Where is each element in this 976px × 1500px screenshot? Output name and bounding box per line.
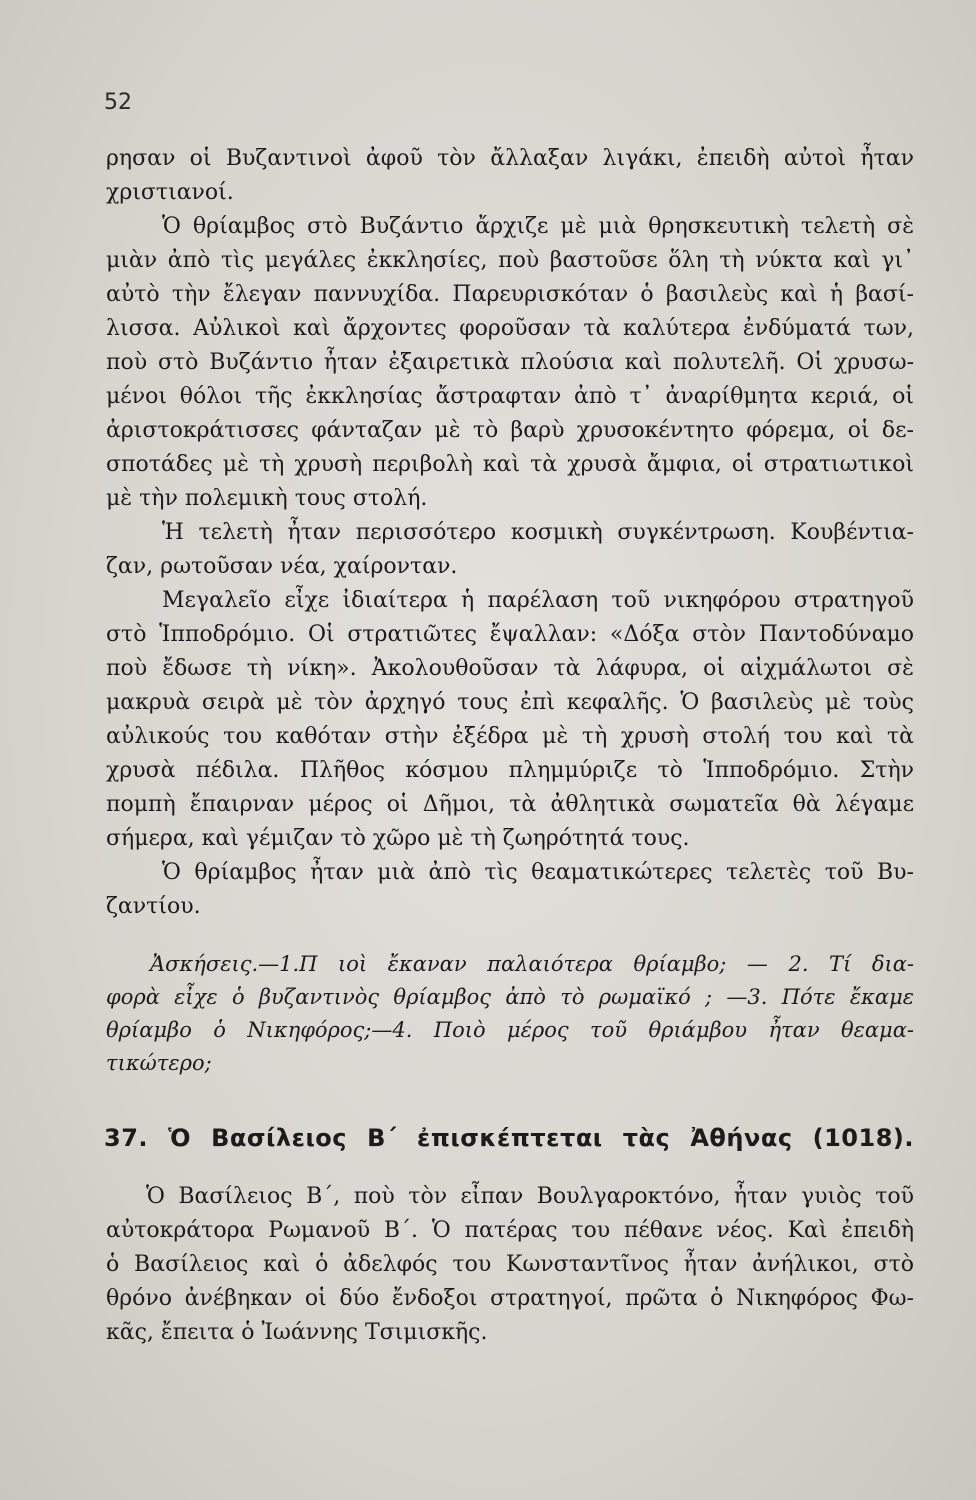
- exercises-block: [106, 948, 914, 1080]
- text-line: ποὺ στὸ Βυζάντιο ἦταν ἐξαιρετικὰ πλούσια καὶ πολυτελῆ. Οἱ χρυσω-: [106, 350, 914, 375]
- exercise-line: Ἀσκήσεις.—1.Π ιοὶ ἔκαναν παλαιότερα θρίαμβο; — 2. Τί δια-: [150, 952, 914, 976]
- text-line: αὐλικούς του καθόταν στὴν ἐξέδρα μὲ τὴ χρυσὴ στολή του καὶ τὰ: [106, 724, 914, 749]
- text-line: Ἡ τελετὴ ἦταν περισσότερο κοσμικὴ συγκέντρωση. Κουβέντια-: [162, 520, 914, 545]
- text-line: θρόνο ἀνέβηκαν οἱ δύο ἔνδοξοι στρατηγοί, πρῶτα ὁ Νικηφόρος Φω-: [106, 1286, 914, 1311]
- section-triumph-text: [106, 142, 914, 924]
- text-line: Μεγαλεῖο εἶχε ἰδιαίτερα ἡ παρέλαση τοῦ νικηφόρου στρατηγοῦ: [162, 588, 914, 613]
- text-line: αὐτοκράτορα Ρωμανοῦ Β΄. Ὁ πατέρας του πέθανε νέος. Καὶ ἐπειδὴ: [106, 1218, 914, 1243]
- text-line: Ὁ θρίαμβος ἦταν μιὰ ἀπὸ τὶς θεαματικώτερες τελετὲς τοῦ Βυ-: [162, 860, 914, 885]
- section-basil-text: [106, 1180, 914, 1350]
- text-line: ὁ Βασίλειος καὶ ὁ ἀδελφός του Κωνσταντῖνος ἦταν ἀνήλικοι, στὸ: [106, 1252, 914, 1277]
- text-line: μιὰν ἀπὸ τὶς μεγάλες ἐκκλησίες, ποὺ βαστοῦσε ὅλη τὴ νύκτα καὶ γι᾿: [106, 248, 914, 273]
- text-line: Ὁ θρίαμβος στὸ Βυζάντιο ἄρχιζε μὲ μιὰ θρησκευτικὴ τελετὴ σὲ: [162, 214, 914, 239]
- text-line: μὲ τὴν πολεμικὴ τους στολή.: [106, 486, 428, 511]
- text-line: ρησαν οἱ Βυζαντινοὶ ἀφοῦ τὸν ἄλλαξαν λιγάκι, ἐπειδὴ αὐτοὶ ἦταν: [106, 146, 914, 171]
- chapter-heading: 37. Ὁ Βασίλειος Β΄ ἐπισκέπτεται τὰς Ἀθήνας (1018).: [104, 1124, 914, 1152]
- text-line: ζαν, ρωτοῦσαν νέα, χαίρονταν.: [106, 554, 458, 579]
- text-line: ποὺ ἔδωσε τὴ νίκη». Ἀκολουθοῦσαν τὰ λάφυρα, οἱ αἰχμάλωτοι σὲ: [106, 656, 914, 681]
- page-number: 52: [104, 90, 132, 115]
- exercise-line: θρίαμβο ὁ Νικηφόρος;—4. Ποιὸ μέρος τοῦ θριάμβου ἦταν θεαμα-: [106, 1018, 914, 1042]
- text-line: αὐτὸ τὴν ἔλεγαν παννυχίδα. Παρευρισκόταν ὁ βασιλεὺς καὶ ἡ βασί-: [106, 282, 914, 307]
- text-line: σποτάδες μὲ τὴ χρυσὴ περιβολὴ καὶ τὰ χρυσὰ ἄμφια, οἱ στρατιωτικοὶ: [106, 452, 914, 477]
- text-line: στὸ Ἱπποδρόμιο. Οἱ στρατιῶτες ἔψαλλαν: «Δόξα στὸν Παντοδύναμο: [106, 622, 914, 647]
- text-line: ζαντίου.: [106, 894, 201, 919]
- text-line: χρυσὰ πέδιλα. Πλῆθος κόσμου πλημμύριζε τὸ Ἱπποδρόμιο. Στὴν: [106, 758, 914, 783]
- text-line: Ὁ Βασίλειος Β΄, ποὺ τὸν εἶπαν Βουλγαροκτόνο, ἦταν γυιὸς τοῦ: [146, 1184, 914, 1209]
- text-line: μακρυὰ σειρὰ μὲ τὸν ἀρχηγό τους ἐπὶ κεφαλῆς. Ὁ βασιλεὺς μὲ τοὺς: [106, 690, 914, 715]
- text-line: κᾶς, ἔπειτα ὁ Ἰωάννης Τσιμισκῆς.: [106, 1320, 488, 1345]
- text-line: σήμερα, καὶ γέμιζαν τὸ χῶρο μὲ τὴ ζωηρότητά τους.: [106, 826, 690, 851]
- text-line: μένοι θόλοι τῆς ἐκκλησίας ἄστραφταν ἀπὸ τ᾿ ἀναρίθμητα κεριά, οἱ: [106, 384, 914, 409]
- exercise-line: φορὰ εἶχε ὁ βυζαντινὸς θρίαμβος ἀπὸ τὸ ρωμαϊκό ; —3. Πότε ἔκαμε: [106, 985, 914, 1009]
- text-line: πομπὴ ἔπαιρναν μέρος οἱ Δῆμοι, τὰ ἀθλητικὰ σωματεῖα θὰ λέγαμε: [106, 792, 914, 817]
- exercise-line: τικώτερο;: [106, 1051, 212, 1075]
- text-line: χριστιανοί.: [106, 180, 234, 205]
- text-line: λισσα. Αὐλικοὶ καὶ ἄρχοντες φοροῦσαν τὰ καλύτερα ἐνδύματά των,: [106, 316, 914, 341]
- text-line: ἀριστοκράτισσες φάνταζαν μὲ τὸ βαρὺ χρυσοκέντητο φόρεμα, οἱ δε-: [106, 418, 914, 443]
